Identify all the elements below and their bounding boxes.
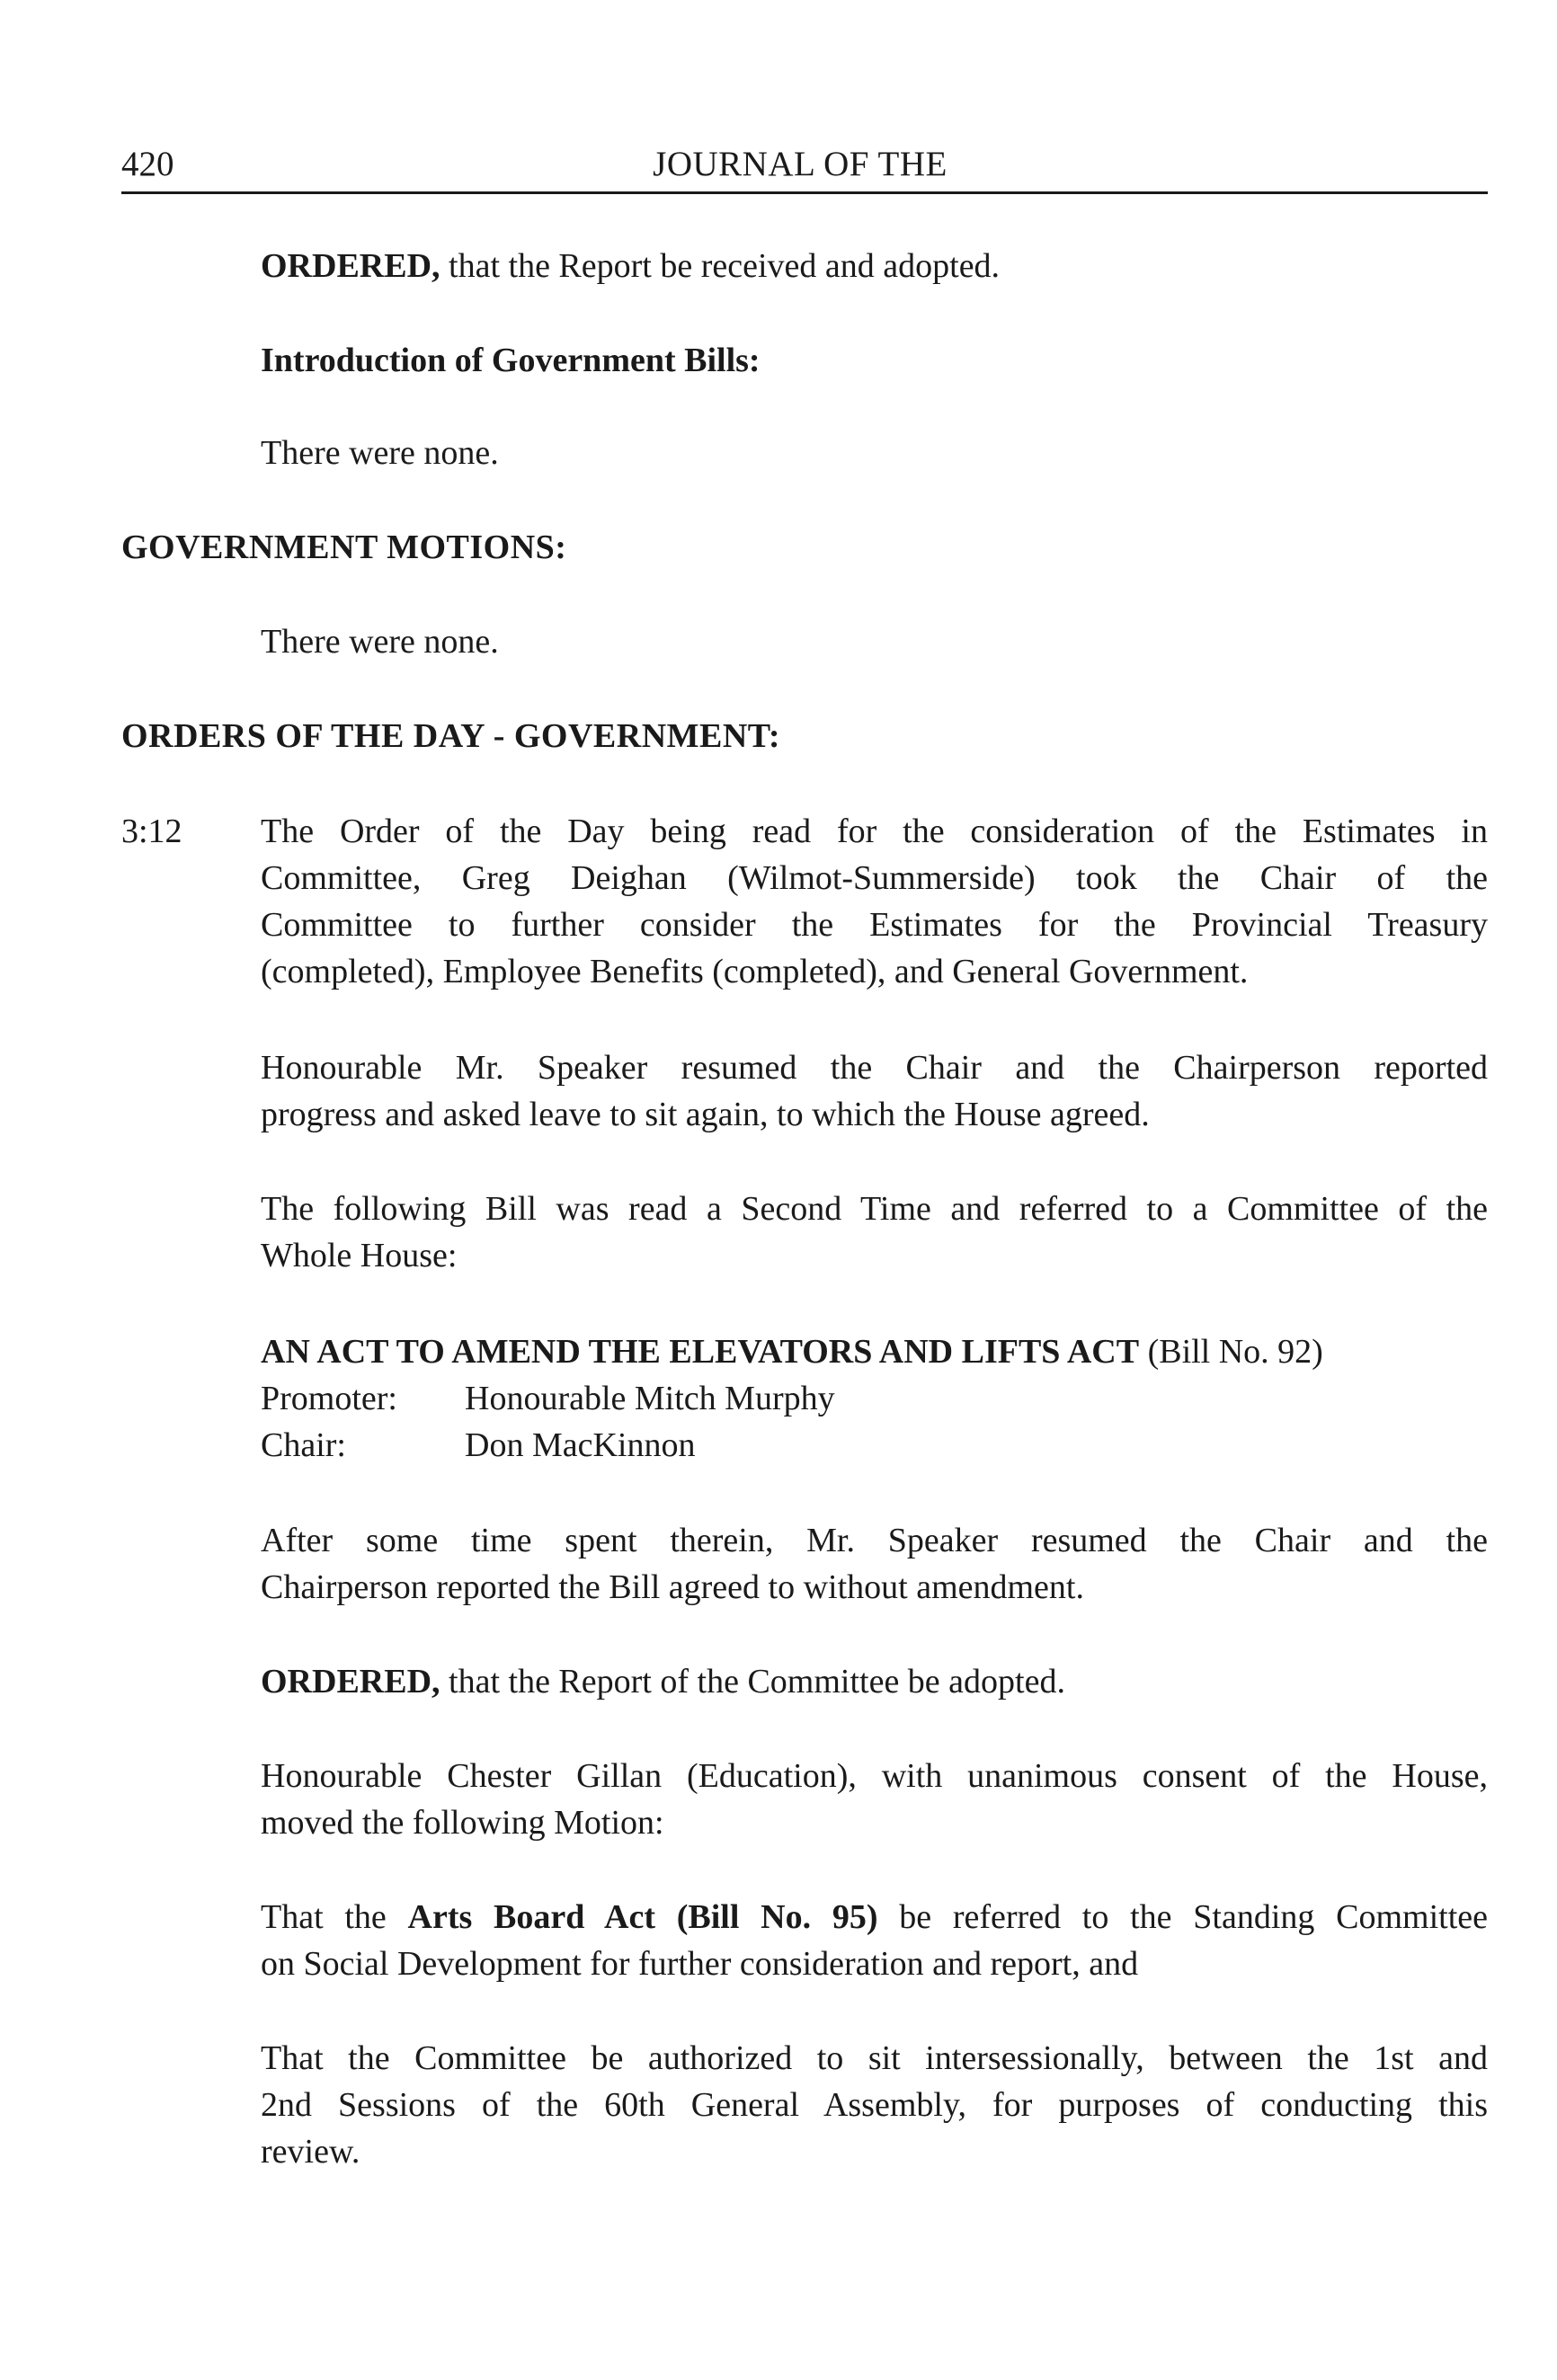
gov-motions-heading: GOVERNMENT MOTIONS: (121, 528, 567, 566)
gillan-motion-paragraph (261, 1753, 1488, 1846)
intro-bills-heading: Introduction of Government Bills: (261, 342, 761, 379)
arts-board-paragraph (261, 1894, 1488, 1987)
gov-motions-body: There were none. (261, 623, 499, 661)
paragraph-line: moved the following Motion: (261, 1804, 664, 1842)
bill-title (261, 1328, 1488, 1375)
paragraph-line: (completed), Employee Benefits (completed), and General Government. (261, 953, 1249, 990)
intersession-paragraph (261, 2035, 1488, 2175)
ordered-text: that the Report of the Committee be adopted. (440, 1663, 1065, 1701)
chair-row (261, 1422, 695, 1469)
bill-title-text: AN ACT TO AMEND THE ELEVATORS AND LIFTS ACT (261, 1333, 1140, 1371)
header-rule (121, 191, 1488, 194)
chair-label: Chair: (261, 1426, 346, 1464)
paragraph-line: That the Committee be authorized to sit intersessionally, between the 1st and (261, 2039, 1488, 2077)
ordered-label: ORDERED, (261, 247, 440, 285)
promoter-name: Honourable Mitch Murphy (465, 1380, 835, 1417)
paragraph-line: review. (261, 2133, 360, 2171)
intro-bills-body: There were none. (261, 434, 499, 472)
arts-board-act: Arts Board Act (Bill No. 95) (407, 1898, 878, 1936)
bill-number: (Bill No. 92) (1139, 1333, 1323, 1371)
paragraph-line: The following Bill was read a Second Time and referred to a Committee of the (261, 1190, 1488, 1228)
second-reading-paragraph (261, 1186, 1488, 1279)
paragraph-line: Committee, Greg Deighan (Wilmot-Summerside) took the Chair of the (261, 859, 1488, 897)
paragraph-line (261, 1894, 1488, 1940)
paragraph-line: The Order of the Day being read for the consideration of the Estimates in (261, 813, 1488, 850)
orders-of-day-heading: ORDERS OF THE DAY - GOVERNMENT: (121, 717, 780, 755)
paragraph-line: Whole House: (261, 1237, 458, 1274)
paragraph-line: on Social Development for further consideration and report, and (261, 1945, 1139, 1983)
page-number: 420 (121, 145, 174, 183)
estimates-paragraph (261, 808, 1488, 995)
speaker-paragraph (261, 1044, 1488, 1138)
running-title: JOURNAL OF THE (653, 145, 948, 183)
ordered-label: ORDERED, (261, 1663, 440, 1701)
promoter-row (261, 1375, 835, 1422)
paragraph-line: 2nd Sessions of the 60th General Assembly, for purposes of conducting this (261, 2086, 1488, 2124)
paragraph-line: Chairperson reported the Bill agreed to without amendment. (261, 1568, 1084, 1606)
paragraph-line: Honourable Chester Gillan (Education), with unanimous consent of the House, (261, 1757, 1488, 1795)
paragraph-line: After some time spent therein, Mr. Speaker resumed the Chair and the (261, 1522, 1488, 1559)
after-time-paragraph (261, 1517, 1488, 1611)
page-header (121, 142, 1479, 196)
promoter-label: Promoter: (261, 1380, 397, 1417)
paragraph-line: Committee to further consider the Estimates for the Provincial Treasury (261, 906, 1488, 944)
arts-pre: That the (261, 1898, 408, 1936)
ordered-text: that the Report be received and adopted. (440, 247, 1001, 285)
paragraph-line: Honourable Mr. Speaker resumed the Chair and the Chairperson reported (261, 1049, 1488, 1087)
chair-name: Don MacKinnon (465, 1426, 696, 1464)
paragraph-line: progress and asked leave to sit again, to which the House agreed. (261, 1096, 1150, 1133)
ordered-committee-adopted (261, 1658, 1065, 1705)
time-stamp: 3:12 (121, 813, 182, 850)
arts-post: be referred to the Standing Committee (877, 1898, 1489, 1936)
ordered-report-adopted (261, 243, 1000, 289)
